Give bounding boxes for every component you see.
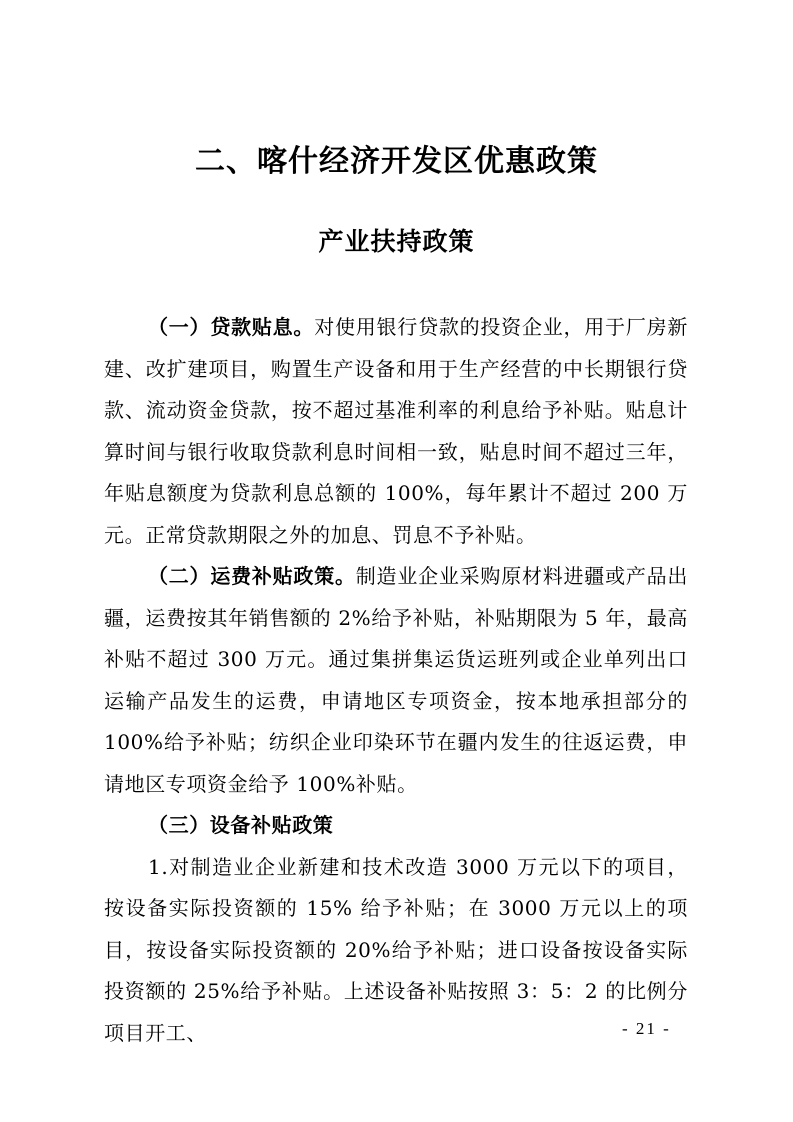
paragraph-heading: （一）贷款贴息。	[148, 315, 315, 339]
paragraph-text: 1.对制造业企业新建和技术改造 3000 万元以下的项目，按设备实际投资额的 15% 给予补贴；在 3000 万元以上的项目，按设备实际投资额的 20%给予补贴；进口设备按设备实际投资额的 25%给予补贴。上述设备补贴按照 3：5：2 的比例分项目开工、	[104, 854, 688, 1045]
paragraph-loan-interest	[104, 307, 688, 556]
paragraph-equipment-subsidy-item-1	[104, 847, 688, 1055]
paragraph-text: 对使用银行贷款的投资企业，用于厂房新建、改扩建项目，购置生产设备和用于生产经营的中长期银行贷款、流动资金贷款，按不超过基准利率的利息给予补贴。贴息计算时间与银行收取贷款利息时间相一致，贴息时间不超过三年，年贴息额度为贷款利息总额的 100%，每年累计不超过 200 万元。正常贷款期限之外的加息、罚息不予补贴。	[104, 315, 688, 547]
paragraph-equipment-subsidy-heading	[104, 805, 688, 847]
page-number: - 21 -	[622, 1019, 671, 1038]
paragraph-heading: （三）设备补贴政策	[148, 813, 334, 837]
paragraph-freight-subsidy	[104, 556, 688, 805]
paragraph-heading: （二）运费补贴政策。	[148, 564, 356, 588]
document-subtitle: 产业扶持政策	[318, 227, 475, 256]
paragraph-text: 制造业企业采购原材料进疆或产品出疆，运费按其年销售额的 2%给予补贴，补贴期限为 5 年，最高补贴不超过 300 万元。通过集拼集运货运班列或企业单列出口运输产品发生的运费，申请地区专项资金，按本地承担部分的 100%给予补贴；纺织企业印染环节在疆内发生的往返运费，申请地区专项资金给予 100%补贴。	[104, 564, 688, 796]
document-body	[104, 307, 688, 1054]
document-title: 二、喀什经济开发区优惠政策	[195, 144, 598, 179]
